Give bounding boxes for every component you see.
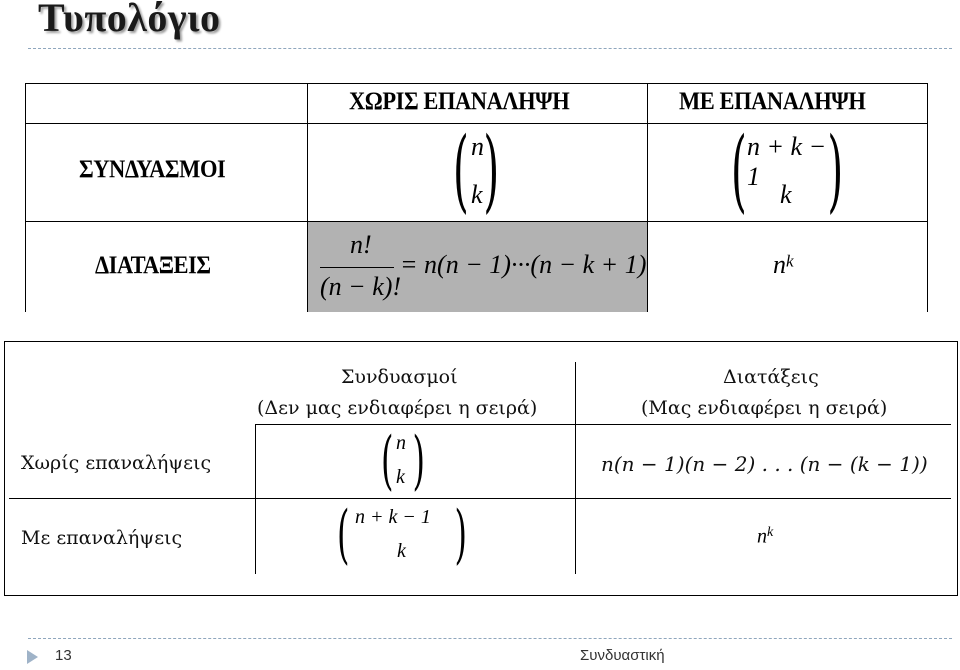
header-with-repetition: ΜΕ ΕΠΑΝΑΛΗΨΗ — [679, 88, 866, 115]
header-combinations: Συνδυασμοί — [341, 366, 458, 388]
binomial-n-plus-k-minus-1: ( ) n + k − 1 k — [731, 118, 843, 223]
table1-col-divider-2 — [647, 84, 648, 312]
table1-right-border — [927, 84, 928, 312]
title-divider — [28, 48, 952, 49]
page-number: 13 — [55, 647, 72, 664]
row-label-arrangements: ΔΙΑΤΑΞΕΙΣ — [95, 252, 211, 279]
table2-row-divider — [9, 498, 951, 499]
header-arrangements: Διατάξεις — [723, 366, 819, 388]
bullet-arrow-icon — [27, 650, 38, 664]
formula-table-1 — [25, 83, 928, 312]
table2-col-divider-1 — [255, 424, 256, 574]
row-label-combinations: ΣΥΝΔΥΑΣΜΟΙ — [79, 156, 226, 183]
row-label-without-repetition: Χωρίς επαναλήψεις — [21, 452, 212, 474]
arrangement-formula: n! (n − k)! = n(n − 1)···(n − k + 1) — [320, 230, 647, 301]
table1-left-border — [25, 84, 26, 312]
binomial-n-plus-k-minus-1-2: ( ) n + k − 1 k — [337, 498, 467, 572]
table2-col-divider-2 — [575, 362, 576, 574]
row-label-with-repetition: Με επαναλήψεις — [21, 527, 183, 549]
power-n-k-2: $n^k$ — [757, 525, 774, 548]
table1-row-divider — [25, 221, 928, 222]
header-without-repetition: ΧΩΡΙΣ ΕΠΑΝΑΛΗΨΗ — [349, 88, 570, 115]
table2-header-divider — [255, 424, 951, 425]
header-combinations-note: (Δεν μας ενδιαφέρει η σειρά) — [257, 397, 538, 419]
header-arrangements-note: (Μας ενδιαφέρει η σειρά) — [641, 397, 888, 419]
binomial-n-k: ( ) n k — [453, 118, 499, 223]
falling-factorial-formula: n(n − 1)(n − 2) . . . (n − (k − 1)) — [601, 452, 928, 476]
table1-col-divider-1 — [307, 84, 308, 312]
binomial-n-k-2: ( ) n k — [381, 424, 425, 498]
slide-title: Τυπολόγιο — [38, 0, 221, 40]
formula-table-2 — [4, 341, 958, 596]
footer-divider — [28, 638, 952, 639]
power-n-k: $n^k$ — [773, 250, 794, 279]
footer-title: Συνδυαστική — [580, 647, 665, 664]
